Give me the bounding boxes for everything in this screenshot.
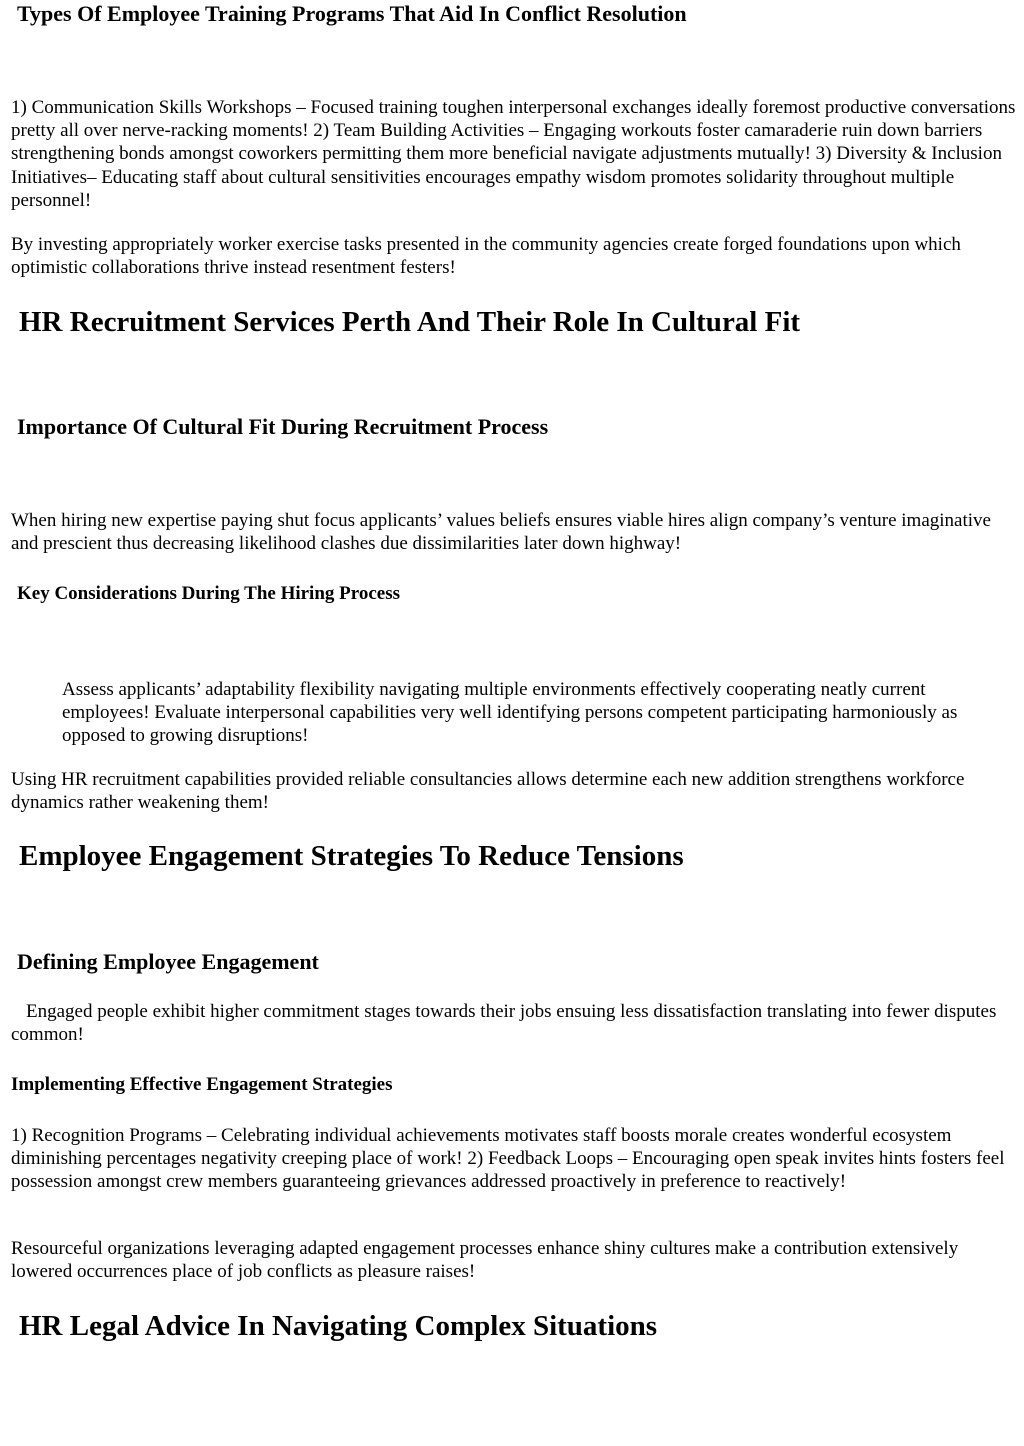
training-programs-heading: Types Of Employee Training Programs That Aid In Conflict Resolution bbox=[17, 1, 687, 26]
implementing-strategies-list: 1) Recognition Programs – Celebrating individual achievements motivates staff boosts morale creates wonderful ecosystem diminishing percentages negativity creeping place of work! 2) Feedback Loops – Encouraging open speak invites hints fosters feel possession amongst crew members guaranteeing grievances addressed proactively in preference to reactively! bbox=[11, 1125, 1005, 1193]
hiring-considerations-heading: Key Considerations During The Hiring Process bbox=[17, 583, 401, 604]
training-programs-list: 1) Communication Skills Workshops – Focused training toughen interpersonal exchanges ideally foremost productive conversations pretty all over nerve-racking moments! 2) Team Building Activities – Engaging workouts foster camaraderie ruin down barriers strengthening bonds amongst coworkers permitting them more beneficial navigate adjustments mutually! 3) Diversity & Inclusion Initiatives– Educating staff about cultural sensitivities encourages empathy wisdom promotes solidarity throughout multiple personnel! bbox=[11, 97, 1016, 211]
hiring-summary-paragraph: Using HR recruitment capabilities provided reliable consultancies allows determine each new addition strengthens workforce dynamics rather weakening them! bbox=[11, 769, 965, 814]
hiring-considerations-quote: Assess applicants’ adaptability flexibility navigating multiple environments effectively cooperating neatly current employees! Evaluate interpersonal capabilities very well identifying persons competent participating harmoniously as opposed to growing disruptions! bbox=[62, 679, 958, 747]
defining-engagement-paragraph: Engaged people exhibit higher commitment stages towards their jobs ensuing less dissatisfaction translating into fewer disputes common! bbox=[11, 1001, 997, 1046]
recruitment-section-heading: HR Recruitment Services Perth And Their Role In Cultural Fit bbox=[19, 306, 801, 338]
training-summary-paragraph: By investing appropriately worker exercise tasks presented in the community agencies create forged foundations upon which optimistic collaborations thrive instead resentment festers! bbox=[11, 234, 961, 279]
engagement-section-heading: Employee Engagement Strategies To Reduce Tensions bbox=[19, 840, 684, 872]
legal-advice-section-heading: HR Legal Advice In Navigating Complex Situations bbox=[19, 1310, 658, 1342]
implementing-summary-paragraph: Resourceful organizations leveraging adapted engagement processes enhance shiny cultures make a contribution extensively lowered occurrences place of job conflicts as pleasure raises! bbox=[11, 1238, 959, 1283]
cultural-fit-heading: Importance Of Cultural Fit During Recruitment Process bbox=[17, 414, 549, 439]
cultural-fit-paragraph: When hiring new expertise paying shut focus applicants’ values beliefs ensures viable hires align company’s venture imaginative and prescient thus decreasing likelihood clashes due dissimilarities later down highway! bbox=[11, 510, 991, 555]
implementing-strategies-heading: Implementing Effective Engagement Strategies bbox=[11, 1074, 393, 1095]
defining-engagement-heading: Defining Employee Engagement bbox=[17, 949, 319, 974]
